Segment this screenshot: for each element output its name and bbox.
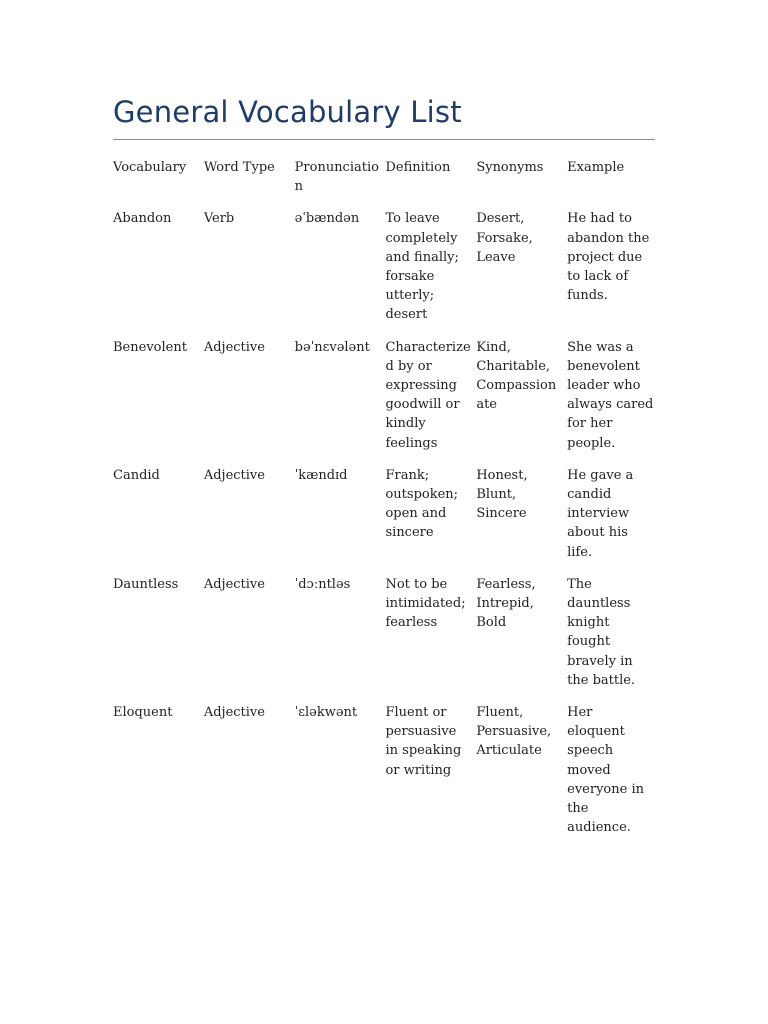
cell-vocabulary: Candid bbox=[113, 467, 160, 483]
cell-example: The dauntless knight fought bravely in the battle. bbox=[567, 576, 636, 688]
cell-example: She was a benevolent leader who always cared for her people. bbox=[567, 339, 654, 451]
cell-synonyms: Fluent, Persuasive, Articulate bbox=[476, 705, 552, 759]
cell-pronunciation: bəˈnɛvələnt bbox=[294, 339, 370, 355]
cell-synonyms: Kind, Charitable, Compassionate bbox=[476, 339, 557, 413]
cell-example: He had to abandon the project due to lack of funds. bbox=[567, 211, 650, 304]
cell-definition: To leave completely and finally; forsake utterly; desert bbox=[385, 211, 459, 323]
cell-example: Her eloquent speech moved everyone in the audience. bbox=[567, 705, 644, 836]
cell-pronunciation: ˈkændɪd bbox=[294, 467, 348, 483]
cell-word-type: Verb bbox=[203, 211, 235, 227]
cell-vocabulary: Benevolent bbox=[113, 339, 187, 355]
column-header-example: Example bbox=[567, 160, 625, 175]
cell-vocabulary: Dauntless bbox=[113, 576, 179, 592]
cell-synonyms: Desert, Forsake, Leave bbox=[476, 211, 533, 265]
page-title: General Vocabulary List bbox=[113, 95, 462, 129]
cell-vocabulary: Abandon bbox=[113, 211, 172, 227]
column-header-word-type: Word Type bbox=[203, 160, 275, 175]
vocabulary-table bbox=[113, 158, 658, 851]
cell-pronunciation: ˈdɔːntləs bbox=[294, 576, 351, 592]
table-row bbox=[113, 338, 658, 466]
table-row bbox=[113, 209, 658, 337]
cell-pronunciation: ˈɛləkwənt bbox=[294, 705, 358, 721]
table-header-row bbox=[113, 158, 658, 209]
cell-definition: Frank; outspoken; open and sincere bbox=[385, 467, 459, 541]
table-row bbox=[113, 575, 658, 703]
cell-pronunciation: əˈbændən bbox=[294, 211, 360, 227]
cell-word-type: Adjective bbox=[203, 576, 265, 592]
column-header-pronunciation: Pronunciation bbox=[294, 160, 379, 195]
cell-definition: Fluent or persuasive in speaking or writing bbox=[385, 705, 462, 778]
table-row bbox=[113, 466, 658, 575]
cell-word-type: Adjective bbox=[203, 467, 265, 483]
title-underline bbox=[113, 139, 655, 140]
cell-definition: Characterized by or expressing goodwill or kindly feelings bbox=[385, 339, 471, 451]
column-header-vocabulary: Vocabulary bbox=[113, 160, 187, 175]
cell-example: He gave a candid interview about his life. bbox=[567, 467, 634, 560]
cell-word-type: Adjective bbox=[203, 339, 265, 355]
cell-vocabulary: Eloquent bbox=[113, 705, 173, 721]
column-header-definition: Definition bbox=[385, 160, 451, 175]
column-header-synonyms: Synonyms bbox=[476, 160, 544, 175]
cell-synonyms: Honest, Blunt, Sincere bbox=[476, 467, 528, 522]
cell-word-type: Adjective bbox=[203, 705, 265, 721]
cell-definition: Not to be intimidated; fearless bbox=[385, 576, 466, 631]
table-row bbox=[113, 703, 658, 850]
cell-synonyms: Fearless, Intrepid, Bold bbox=[476, 576, 536, 631]
